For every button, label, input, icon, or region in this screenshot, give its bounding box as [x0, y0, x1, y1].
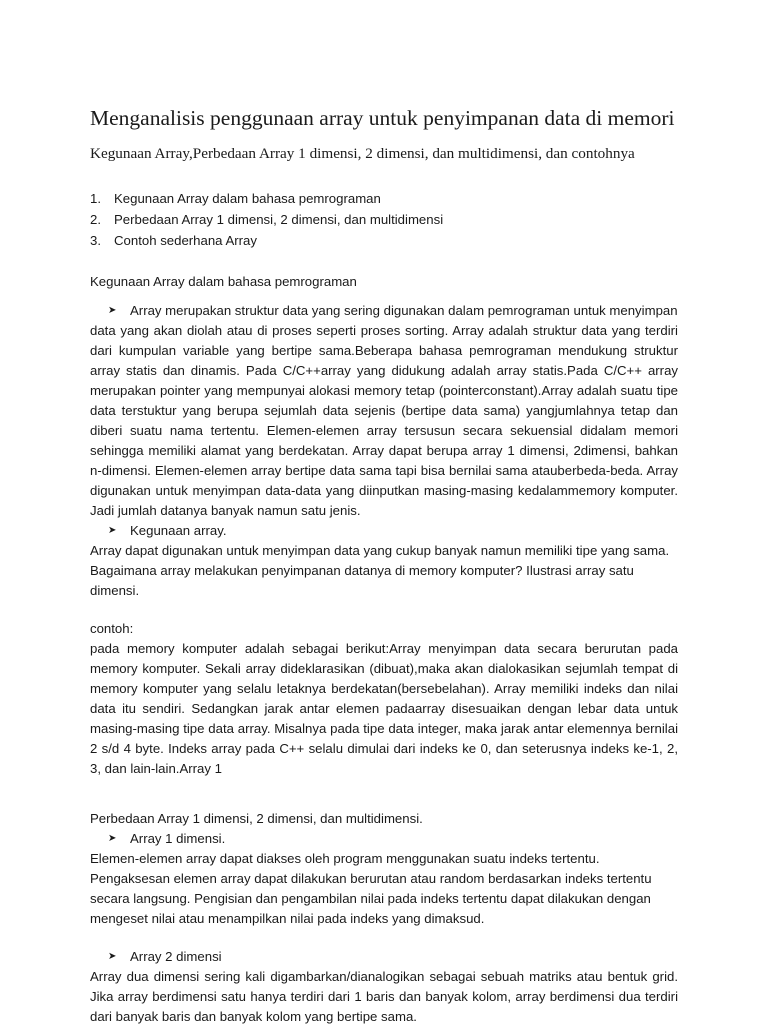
toc-item-number: 1.	[90, 191, 101, 206]
bullet-text: Array 2 dimensi	[130, 949, 222, 965]
document-content	[90, 103, 678, 1027]
toc-item-label: Kegunaan Array dalam bahasa pemrograman	[114, 191, 381, 206]
bullet-text: Array 1 dimensi.	[130, 831, 226, 847]
toc-item-label: Contoh sederhana Array	[114, 232, 257, 248]
paragraph-array-definition: data yang akan diolah atau di proses seperti proses sorting. Array adalah struktur data yang terdiri dari kumpulan variable yang bertipe sama.Beberapa bahasa pemrograman mendukung struktur array statis dan dinamis. Pada C/C++array yang didukung adalah array statis.Pada C/C++ array merupakan pointer yang mempunyai alokasi memory tetap (pointerconstant).Array adalah suatu tipe data terstuktur yang berupa sejumlah data sejenis (bertipe data sama) yangjumlahnya tetap dan diberi suatu nama tertentu. Elemen-elemen array tersusun secara sekuensial didalam memori sehingga memiliki alamat yang berdekatan. Array dapat berupa array 1 dimensi, 2dimensi, bahkan n-dimensi. Elemen-elemen array bertipe data sama tapi bisa bernilai sama atauberbeda-beda. Array digunakan untuk menyimpan data-data yang diinputkan masing-masing kedalammemory komputer. Jadi jumlah datanya banyak namun satu jenis.	[90, 323, 678, 519]
paragraph-memory-example: pada memory komputer adalah sebagai berikut:Array menyimpan data secara berurutan pada memory komputer. Sekali array dideklarasikan (dibuat),maka akan dialokasikan sejumlah tempat di memory komputer yang selalu letaknya berdekatan(bersebelahan). Array memiliki indeks dan nilai data itu sendiri. Sedangkan jarak antar elemen padaarray disesuaikan dengan lebar data untuk masing-masing tipe data array. Misalnya pada tipe data integer, maka jarak antar elemennya bernilai 2 s/d 4 byte. Indeks array pada C++ selalu dimulai dari indeks ke 0, dan seterusnya indeks ke-1, 2, 3, dan lain-lain.Array 1	[90, 641, 678, 777]
toc-item	[90, 210, 678, 231]
arrowhead-bullet-icon: ➤	[108, 525, 117, 537]
toc-item-number: 3.	[90, 232, 101, 248]
toc-item	[90, 189, 678, 210]
bullet-item	[90, 521, 678, 541]
bullet-item	[90, 301, 678, 321]
toc-item	[90, 231, 678, 252]
arrowhead-bullet-icon: ➤	[108, 305, 117, 317]
table-of-contents	[90, 189, 678, 251]
document-subtitle: Kegunaan Array,Perbedaan Array 1 dimensi, 2 dimensi, dan multidimensi, dan contohnya	[90, 145, 635, 162]
arrowhead-bullet-icon: ➤	[108, 833, 117, 845]
toc-item-number: 2.	[90, 211, 101, 227]
contoh-label: contoh:	[90, 621, 134, 637]
bullet-item	[90, 829, 678, 849]
document-title: Menganalisis penggunaan array untuk penyimpanan data di memori	[90, 106, 675, 130]
bullet-text: Kegunaan array.	[130, 523, 227, 539]
paragraph-kegunaan-array: Array dapat digunakan untuk menyimpan data yang cukup banyak namun memiliki tipe yang sama. Bagaimana array melakukan penyimpanan datanya di memory komputer? Ilustrasi array satu dimensi.	[90, 543, 670, 599]
arrowhead-bullet-icon: ➤	[108, 951, 117, 963]
section-heading-perbedaan: Perbedaan Array 1 dimensi, 2 dimensi, dan multidimensi.	[90, 811, 423, 827]
bullet-item	[90, 947, 678, 967]
section-heading-kegunaan: Kegunaan Array dalam bahasa pemrograman	[90, 274, 357, 290]
toc-item-label: Perbedaan Array 1 dimensi, 2 dimensi, dan multidimensi	[114, 211, 444, 227]
paragraph-array-2-dimensi: Array dua dimensi sering kali digambarkan/dianalogikan sebagai sebuah matriks atau bentuk grid. Jika array berdimensi satu hanya terdiri dari 1 baris dan banyak kolom, array berdimensi dua terdiri dari banyak baris dan banyak kolom yang bertipe sama.	[90, 969, 678, 1025]
paragraph-array-1-dimensi: Elemen-elemen array dapat diakses oleh program menggunakan suatu indeks tertentu. Pengaksesan elemen array dapat dilakukan berurutan atau random berdasarkan indeks tertentu secara langsung. Pengisian dan pengambilan nilai pada indeks tertentu dapat dilakukan dengan mengeset nilai atau menampilkan nilai pada indeks yang dimaksud.	[90, 851, 652, 927]
bullet-text: Array merupakan struktur data yang sering digunakan dalam pemrograman untuk menyimpan	[130, 303, 678, 319]
